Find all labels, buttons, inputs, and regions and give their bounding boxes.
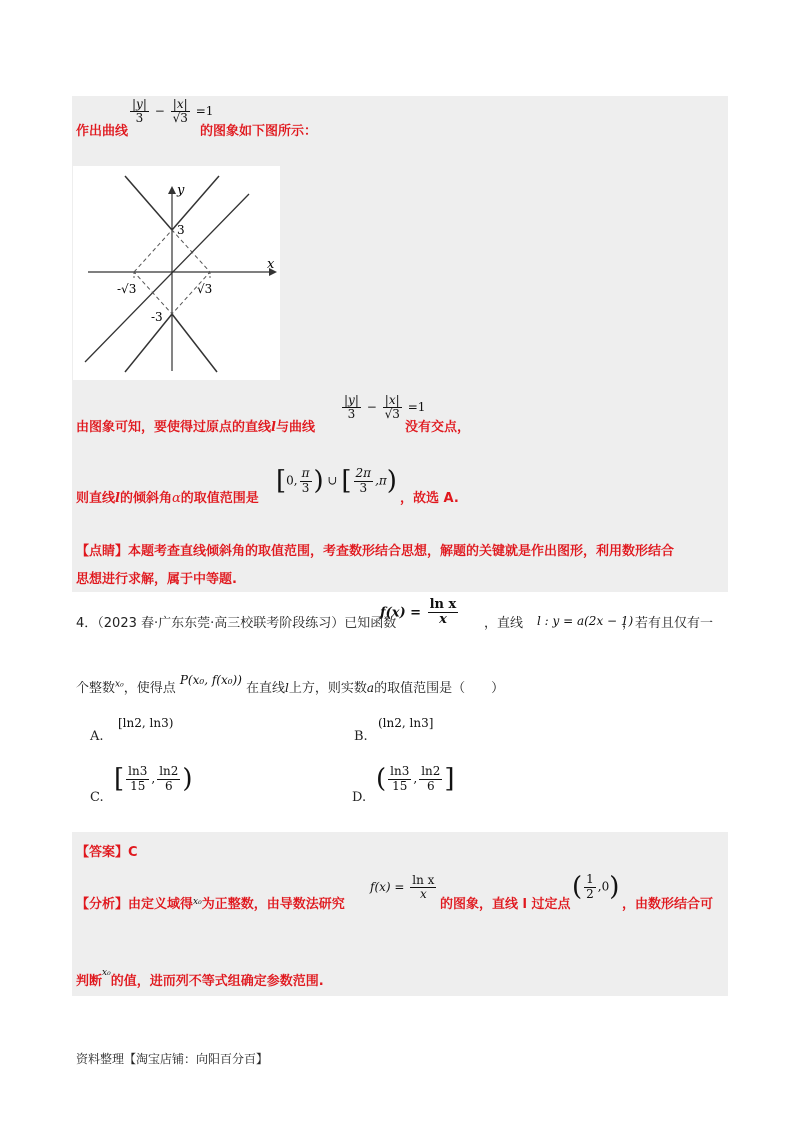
x-axis-label: x xyxy=(267,257,275,272)
line-through-origin xyxy=(85,194,249,362)
question-line-equation: l : y = a(2x − 1) xyxy=(537,614,634,628)
y-tick-3: 3 xyxy=(177,223,185,237)
solution-line1 xyxy=(76,120,128,139)
curve-equation-2: $\frac{|y|}{3}$ − $\frac{|x|}{√3}$ =1 xyxy=(344,393,426,422)
analysis-line2: 判断$^{x_0}$的值，进而列不等式组确定参数范围. xyxy=(76,968,324,989)
y-axis-arrow xyxy=(168,186,176,194)
curve-graph xyxy=(73,166,280,380)
text: 作出曲线 xyxy=(76,124,129,139)
footer: 资料整理【淘宝店铺：向阳百分百】 xyxy=(76,1052,269,1066)
graph-svg xyxy=(73,166,280,380)
question-line1-suffix: ，若有且仅有一 xyxy=(622,616,714,631)
question-function: f(x) = $\frac{\text{ln x}}{x}$ xyxy=(380,597,457,628)
question-line1: 4．（2023 春·广东东莞·高三校联考阶段练习）已知函数 xyxy=(76,616,397,631)
option-a[interactable]: [ln2, ln3) A. xyxy=(90,716,174,744)
option-d[interactable]: D. ( $\frac{\ln 3}{15}$ , $\frac{\ln 2}{6}$ ] xyxy=(352,764,455,805)
question-line1-b: ，直线 xyxy=(484,616,524,631)
solution-line2: 由图象可知，要使得过原点的直线l与曲线 xyxy=(76,420,315,435)
y-axis-label: y xyxy=(177,183,185,198)
solution-line3-suffix: ，故选 A. xyxy=(400,491,459,506)
analysis-line1: 【分析】由定义域得$^{x_0}$为正整数，由导数法研究 xyxy=(76,897,345,912)
answer-text: 【答案】C xyxy=(76,845,138,860)
analysis-function: f(x) = $\frac{\text{ln x}}{x}$ xyxy=(370,873,435,902)
fixed-point: ( $\frac{1}{2}$ ,0) xyxy=(572,872,620,902)
x-tick-root3: √3 xyxy=(197,282,213,296)
upper-branch-left xyxy=(125,176,172,230)
lower-branch-left xyxy=(125,314,172,372)
analysis-line1-d: ，由数形结合可 xyxy=(622,897,714,912)
analysis-line1-c: 的图象，直线 l 过定点 xyxy=(440,897,571,912)
solution-line3: 则直线l的倾斜角α的取值范围是 xyxy=(76,491,259,506)
solution-line1-suffix: 的图象如下图所示： xyxy=(200,124,318,139)
comment-line1: 【点睛】本题考查直线倾斜角的取值范围，考查数形结合思想，解题的关键就是作出图形，利用数形结合 xyxy=(76,544,675,559)
option-b[interactable]: (ln2, ln3] B. xyxy=(354,716,434,744)
option-c[interactable]: C. [ $\frac{\ln 3}{15}$ , $\frac{\ln 2}{6}$ ) xyxy=(90,764,193,805)
x-tick-neg-root3: -√3 xyxy=(117,282,137,296)
curve-equation-1: $\frac{|y|}{3}$ − $\frac{|x|}{√3}$ =1 xyxy=(132,97,214,126)
lower-branch-right xyxy=(172,314,217,372)
y-tick-neg3: -3 xyxy=(151,310,163,324)
comment-line2: 思想进行求解，属于中等题. xyxy=(76,572,237,587)
question-line2: 个整数$^{x_0}$，使得点 P(x₀, f(x₀)) 在直线l上方，则实数a的取值范围是（ ） xyxy=(76,673,505,696)
solution-line2-suffix: 没有交点， xyxy=(405,420,471,435)
angle-range: [0, $\frac{\pi}{3}$ ) ∪ [ $\frac{2\pi}{3}$ ,π) xyxy=(276,466,397,496)
